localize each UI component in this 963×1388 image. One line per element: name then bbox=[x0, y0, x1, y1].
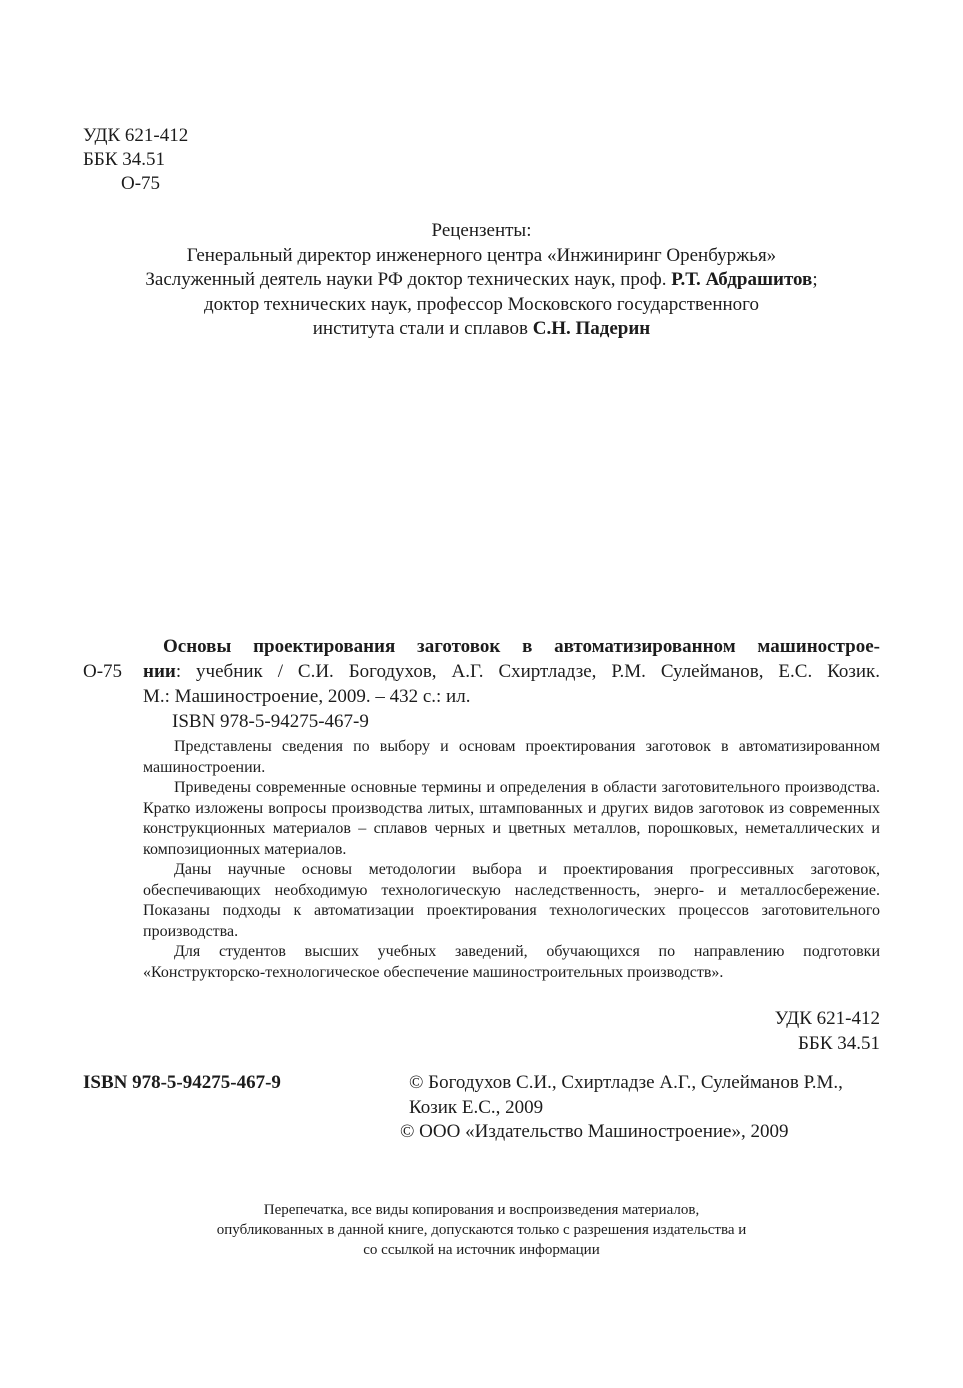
bibliographic-entry bbox=[143, 634, 880, 734]
entry-publisher-line: М.: Машиностроение, 2009. – 432 с.: ил. bbox=[143, 686, 471, 707]
reprint-line-2: опубликованных в данной книге, допускаются только с разрешения издательства и bbox=[216, 1222, 747, 1238]
reprint-line-3: со ссылкой на источник информации bbox=[363, 1242, 600, 1258]
classification-right bbox=[775, 1007, 880, 1056]
annotation bbox=[143, 737, 880, 983]
reprint-line-1: Перепечатка, все виды копирования и воспроизведения материалов, bbox=[263, 1202, 700, 1218]
reviewer-name-abdrashitov: Р.Т. Абдрашитов bbox=[671, 269, 813, 290]
reviewer-punct: ; bbox=[812, 269, 818, 290]
author-mark: О-75 bbox=[121, 173, 161, 194]
entry-author-mark: О-75 bbox=[83, 661, 123, 682]
annotation-paragraph-2: Приведены современные основные термины и определения в области заготовительного производства. Кратко изложены вопросы производства литых, штампованных и других видов заготовок из современных конструкционных материалов – сплавов черных и цветных металлов, порошковых, неметаллических и композиционных материалов. bbox=[143, 779, 880, 858]
copyright-authors: © Богодухов С.И., Схиртладзе А.Г., Сулейманов Р.М., bbox=[409, 1072, 843, 1093]
reviewer-name-paderin: С.Н. Падерин bbox=[532, 318, 651, 339]
book-title-part-1: Основы проектирования заготовок в автоматизированном машинострое- bbox=[163, 636, 880, 657]
udk-code: УДК 621-412 bbox=[83, 125, 189, 146]
bbk-code: ББК 34.51 bbox=[83, 149, 165, 170]
reviewer-line-4 bbox=[0, 317, 963, 342]
entry-isbn: ISBN 978-5-94275-467-9 bbox=[172, 711, 369, 732]
entry-line-2 bbox=[143, 659, 880, 684]
isbn-main: ISBN 978-5-94275-467-9 bbox=[83, 1072, 281, 1093]
reviewer-affiliation: института стали и сплавов bbox=[312, 318, 533, 339]
reviewer-line-1: Генеральный директор инженерного центра «Инжиниринг Оренбуржья» bbox=[186, 244, 777, 266]
reviewer-line-2 bbox=[0, 268, 963, 293]
reviewers-heading: Рецензенты: bbox=[431, 220, 532, 241]
annotation-paragraph-1: Представлены сведения по выбору и основам проектирования заготовок в автоматизированном машиностроении. bbox=[143, 738, 880, 776]
reviewer-line-3: доктор технических наук, профессор Московского государственного bbox=[204, 293, 759, 315]
copyright-authors-cont: Козик Е.С., 2009 bbox=[409, 1096, 544, 1118]
classification-block bbox=[83, 124, 188, 196]
reviewers-block bbox=[0, 219, 963, 342]
copyright-block bbox=[400, 1071, 843, 1145]
bbk-code-right: ББК 34.51 bbox=[798, 1032, 880, 1054]
reprint-notice bbox=[0, 1200, 963, 1260]
entry-authors: : учебник / С.И. Богодухов, А.Г. Схиртладзе, Р.М. Сулейманов, Е.С. Козик. bbox=[175, 661, 880, 682]
annotation-paragraph-3: Даны научные основы методологии выбора и проектирования прогрессивных заготовок, обеспечивающих необходимую технологическую наследственность, энерго- и металлосбережение. Показаны подходы к автоматизации проектирования технологических процессов заготовительного производства. bbox=[143, 861, 880, 940]
copyright-publisher: © ООО «Издательство Машиностроение», 2009 bbox=[400, 1121, 789, 1142]
reviewer-title: Заслуженный деятель науки РФ доктор технических наук, проф. bbox=[145, 269, 672, 290]
annotation-paragraph-4: Для студентов высших учебных заведений, обучающихся по направлению подготовки «Конструкторско-технологическое обеспечение машиностроительных производств». bbox=[143, 943, 880, 981]
udk-code-right: УДК 621-412 bbox=[774, 1008, 880, 1029]
entry-title-line-1 bbox=[143, 634, 880, 659]
book-title-part-2: нии bbox=[143, 661, 176, 682]
